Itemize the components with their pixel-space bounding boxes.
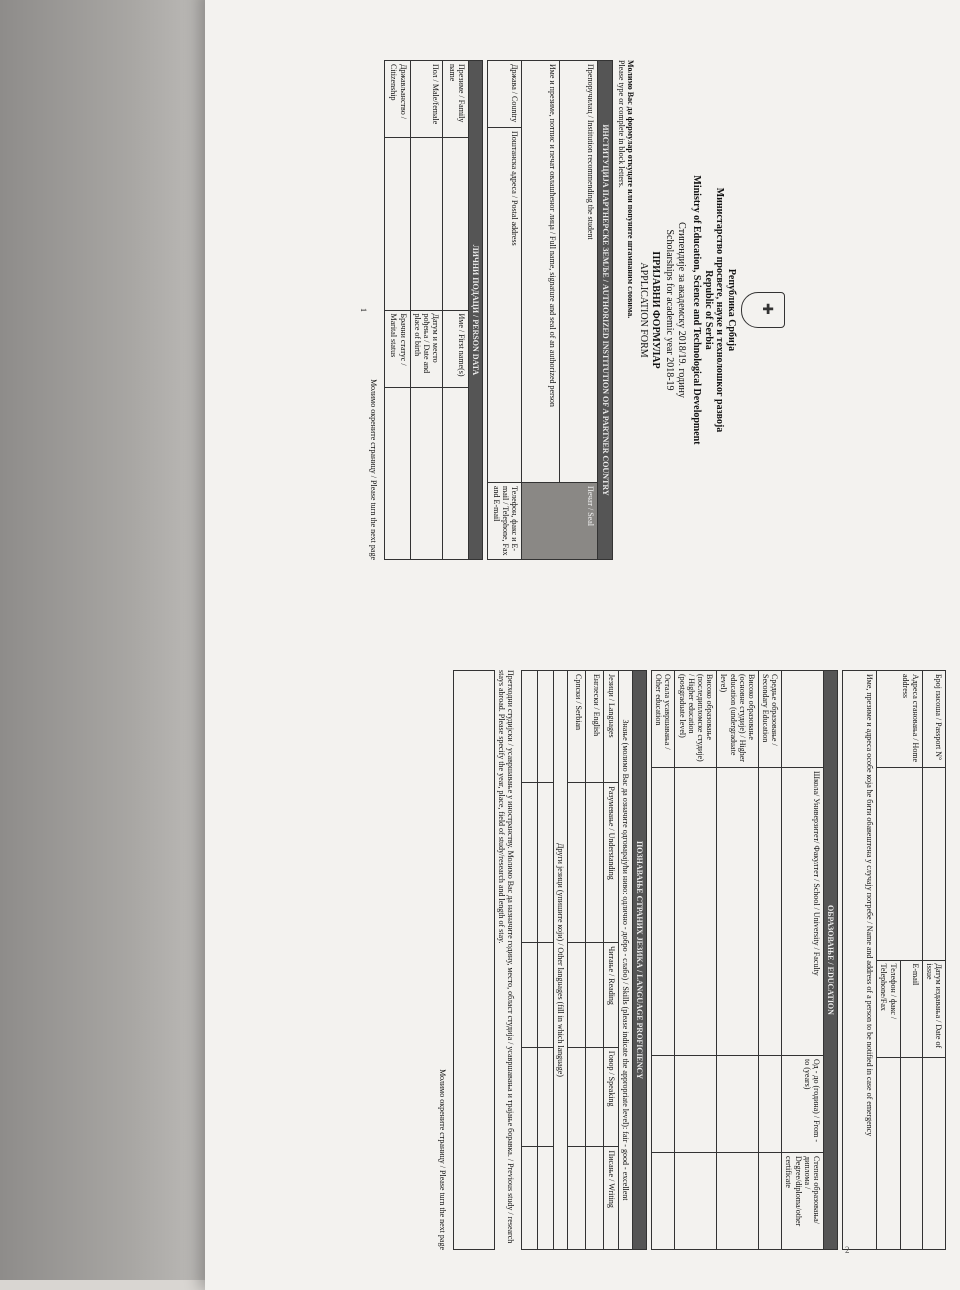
edu-degree-header: Степен образовања/диплома / Degree/diploma/other certificate bbox=[782, 1153, 824, 1250]
document-sheet bbox=[205, 0, 960, 1290]
lang-col-header: Језици / Languages bbox=[604, 671, 618, 783]
recommending-cell: Препоручилац / Institution recommending the student bbox=[560, 61, 598, 483]
passport-no-label: Број пасоша / Passport N° bbox=[922, 671, 945, 768]
republic-sr: Република Србија bbox=[726, 268, 737, 352]
education-bar: ОБРАЗОВАЊЕ / EDUCATION bbox=[824, 671, 838, 1250]
lang-col-header: Говор / Speaking bbox=[604, 1047, 618, 1147]
instructions-en: Please type or complete in block letters. bbox=[616, 60, 626, 188]
ministry-sr: Министарство просвете, науке и технолошког развоја bbox=[714, 187, 726, 433]
instructions-sr: Молимо Вас да формулар откуцате или попуните штампаним словима. bbox=[626, 60, 635, 319]
edu-row: Остала усавршавања / Other education bbox=[652, 671, 675, 768]
lang-row: Српски / Serbian bbox=[568, 671, 586, 783]
page-number-two: 2 bbox=[845, 1245, 850, 1255]
language-note: Знање (молимо Вас да означите одговарајући ниво: одлично - добро - слабо) / Skills (please indicate the appropriate level): fair - good - excellent bbox=[618, 671, 632, 1250]
personal-bar: ЛИЧНИ ПОДАЦИ / PERSON DATA bbox=[469, 61, 483, 560]
language-bar: ПОЗНАВАЊЕ СТРАНИХ ЈЕЗИКА / LANGUAGE PROFICIENCY bbox=[632, 671, 646, 1250]
form-title-sr: ПРИЈАВНИ ФОРМУЛАР bbox=[650, 251, 661, 369]
education-table bbox=[651, 670, 838, 1250]
lang-col-header: Писање / Writing bbox=[604, 1147, 618, 1250]
page-two bbox=[437, 670, 950, 1250]
emergency-contact-label: Име, презиме и адреса особе која ће бити обавештена у случају потребе / Name and address of a person to be notified in case of emergency bbox=[843, 671, 877, 1250]
ministry-en: Ministry of Education, Science and Technological Development bbox=[691, 175, 703, 445]
phone-label: Телефон / факс / Telephone/Fax bbox=[877, 960, 900, 1057]
edu-from-header: Од - до (година) / From - to (years) bbox=[782, 1056, 824, 1153]
edu-row: Високо образовање (основне студије) / Higher education (undergraduate level) bbox=[717, 671, 759, 768]
first-name-label: Име / First name(s) bbox=[443, 310, 469, 387]
page-number-one: 1 bbox=[359, 308, 369, 312]
scholarship-sr: Стипендије за академску 2018/19. годину bbox=[676, 222, 687, 398]
seal-cell: Печат / Seal bbox=[522, 483, 598, 560]
edu-row: Високо образовање (последипломске студије) / Higher education (postgraduate level) bbox=[675, 671, 717, 768]
country-cell: Држава / Country bbox=[488, 61, 522, 128]
turn-page-note: Молимо окрените страницу / Please turn the next page bbox=[368, 379, 378, 560]
edu-school-header: Школа/ Универзитет/ Факултет / School / University / Faculty bbox=[782, 768, 824, 1056]
page-one bbox=[359, 60, 785, 560]
dob-label: Датум и место рођења / Date and place of birth bbox=[410, 310, 443, 387]
turn-page-note-two: Молимо окрените страницу / Please turn the next page bbox=[437, 1069, 447, 1250]
institution-bar: ИНСТИТУЦИЈА ПАРТНЕРСКЕ ЗЕМЉЕ / AUTHORIZED INSTITUTION OF A PARTNER COUNTRY bbox=[598, 61, 612, 560]
signature-cell: Име и презиме, потпис и печат овлашћеног лица / Full name, signature and seal of an authorized person bbox=[522, 61, 560, 483]
language-table bbox=[521, 670, 647, 1250]
lang-col-header: Читање / Reading bbox=[604, 943, 618, 1048]
address-label: Адреса становања / Home address bbox=[877, 671, 922, 768]
lang-row: Енглески / English bbox=[586, 671, 604, 783]
other-languages-label: Други језици (упишите који) / Other languages (fill in which language) bbox=[554, 671, 568, 1250]
lang-col-header: Разумевање / Understanding bbox=[604, 783, 618, 943]
previous-study-label: Претходни студијски / усавршавање у иностранству. Молимо Вас да назначите годину, место, област студија / усавршавања и трајање боравка. / Previous study / research stays abroad. Please specify the year, place, field of study/research and length of stay. bbox=[497, 670, 516, 1244]
personal-table bbox=[384, 60, 484, 560]
marital-label: Брачни статус / Marital status bbox=[384, 310, 410, 387]
sex-label: Пол / Male/female bbox=[410, 61, 443, 138]
form-title-en: APPLICATION FORM bbox=[638, 262, 650, 358]
coat-of-arms-icon bbox=[741, 292, 785, 328]
passport-table bbox=[842, 670, 946, 1250]
email-label: E-mail bbox=[900, 960, 922, 1057]
edu-row: Средње образовање / Secondary Education bbox=[758, 671, 781, 768]
postal-cell: Поштанска адреса / Postal address bbox=[488, 128, 522, 483]
previous-study-box bbox=[453, 670, 495, 1250]
scholarship-en: Scholarships for academic year 2018-19 bbox=[664, 229, 676, 391]
citizenship-label: Држављанство / Citizenship bbox=[384, 61, 410, 138]
republic-en: Republic of Serbia bbox=[703, 270, 714, 350]
issue-date-label: Датум издавања / Date of issue bbox=[922, 960, 945, 1057]
family-name-label: Презиме / Family name bbox=[443, 61, 469, 138]
institution-table bbox=[487, 60, 612, 560]
phone-cell: Телефон, факс и E-mail / Telephone, Fax and E-mail bbox=[488, 483, 522, 560]
